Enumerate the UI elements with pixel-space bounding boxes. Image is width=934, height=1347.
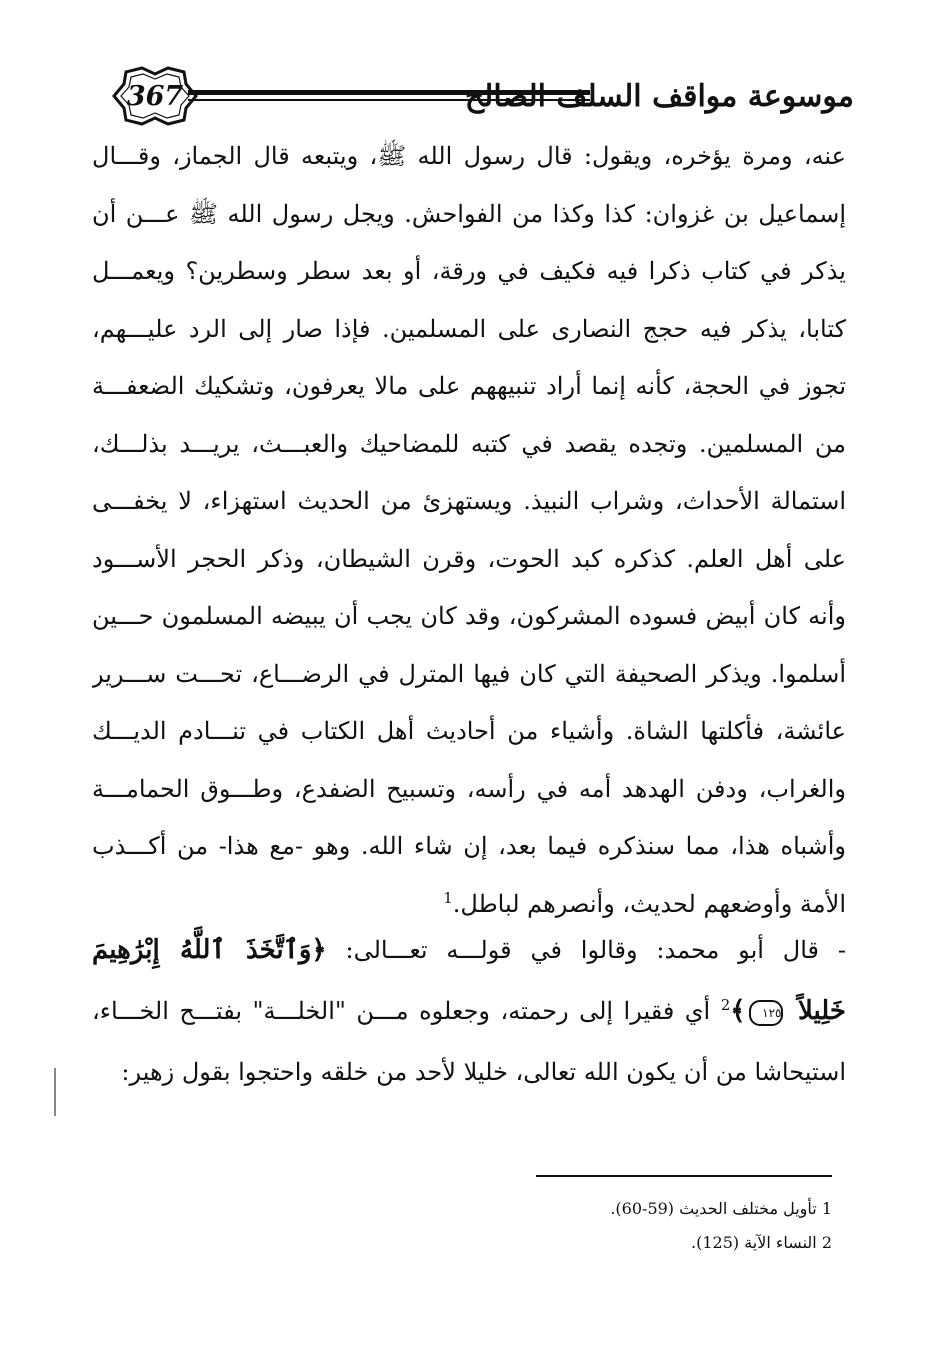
- footnote-ref[interactable]: 1: [443, 888, 453, 907]
- page-number-badge: [112, 64, 198, 128]
- quran-verse: ﴿وَٱتَّخَذَ ٱللَّهُ إِبْرَٰهِيمَ: [92, 935, 327, 965]
- margin-mark: [54, 1068, 56, 1116]
- text-line: وأشباه هذا، مما سنذكره فيما بعد، إن شاء الله. وهو -مع هذا- من أكـــذب: [92, 832, 846, 860]
- series-title: موسوعة مواقف السلف الصالح: [464, 79, 854, 114]
- main-text: [92, 128, 846, 933]
- text-line: تجوز في الحجة، كأنه إنما أراد تنبيههم على مالا يعرفون، وتشكيك الضعفـــة: [92, 372, 846, 400]
- footnote-divider: [536, 1175, 832, 1177]
- quran-verse-end: خَلِيلاً: [797, 996, 846, 1026]
- text-line: أسلموا. ويذكر الصحيفة التي كان فيها المترل في الرضـــاع، تحـــت ســـرير: [92, 659, 846, 688]
- text-line: عائشة، فأكلتها الشاة. وأشياء من أحاديث أهل الكتاب في تنـــادم الديـــك: [92, 717, 846, 745]
- footnote-ref[interactable]: 2: [720, 996, 731, 1014]
- quote-section: [92, 920, 846, 1103]
- ayah-number-icon: ١٢٥: [749, 1000, 783, 1026]
- text-line: والغراب، ودفن الهدهد أمه في رأسه، وتسبيح الضفدع، وطـــوق الحمامـــة: [92, 774, 846, 803]
- section-intro: - قال أبو محمد: وقالوا في قولـــه تعـــالى:: [326, 936, 846, 964]
- text-line-content: الأمة وأوضعهم لحديث، وأنصرهم لباطل.: [452, 889, 846, 918]
- text-line: على أهل العلم. كذكره كبد الحوت، وقرن الشيطان، وذكر الحجر الأســـود: [92, 544, 846, 573]
- text-line: وأنه كان أبيض فسوده المشركون، وقد كان يجب أن يبيضه المسلمون حـــين: [92, 602, 846, 630]
- section-line: [92, 920, 846, 981]
- text-line: كتابا، يذكر فيه حجج النصارى على المسلمين. فإذا صار إلى الرد عليـــهم،: [92, 314, 846, 343]
- footnote-item: 2 النساء الآية (125).: [691, 1233, 832, 1252]
- footnotes: [536, 1192, 832, 1260]
- text-line: عنه، ومرة يؤخره، ويقول: قال رسول الله ﷺ، ويتبعه قال الجماز، وقـــال: [92, 142, 846, 170]
- text-line: استمالة الأحداث، وشراب النبيذ. ويستهزئ من الحديث استهزاء، لا يخفـــى: [92, 487, 846, 515]
- text-line: من المسلمين. وتجده يقصد في كتبه للمضاحيك والعبـــث، يريـــد بذلـــك،: [92, 429, 846, 458]
- page-number: 367: [126, 80, 184, 112]
- page-header: [0, 0, 934, 130]
- text-line: يذكر في كتاب ذكرا فيه فكيف في ورقة، أو بعد سطر وسطرين؟ ويعمـــل: [92, 257, 846, 285]
- quran-bracket: ﴾: [730, 996, 746, 1026]
- footnote-item: 1 تأويل مختلف الحديث (59-60).: [610, 1199, 832, 1218]
- section-text: أي فقيرا إلى رحمته، وجعلوه مـــن "الخلـــة" بفتـــح الخـــاء،: [92, 997, 721, 1025]
- section-line: استيحاشا من أن يكون الله تعالى، خليلا لأحد من خلقه واحتجوا بقول زهير:: [121, 1058, 846, 1086]
- text-line: إسماعيل بن غزوان: كذا وكذا من الفواحش. ويجل رسول الله ﷺ عـــن أن: [92, 199, 846, 228]
- section-line: [92, 981, 846, 1042]
